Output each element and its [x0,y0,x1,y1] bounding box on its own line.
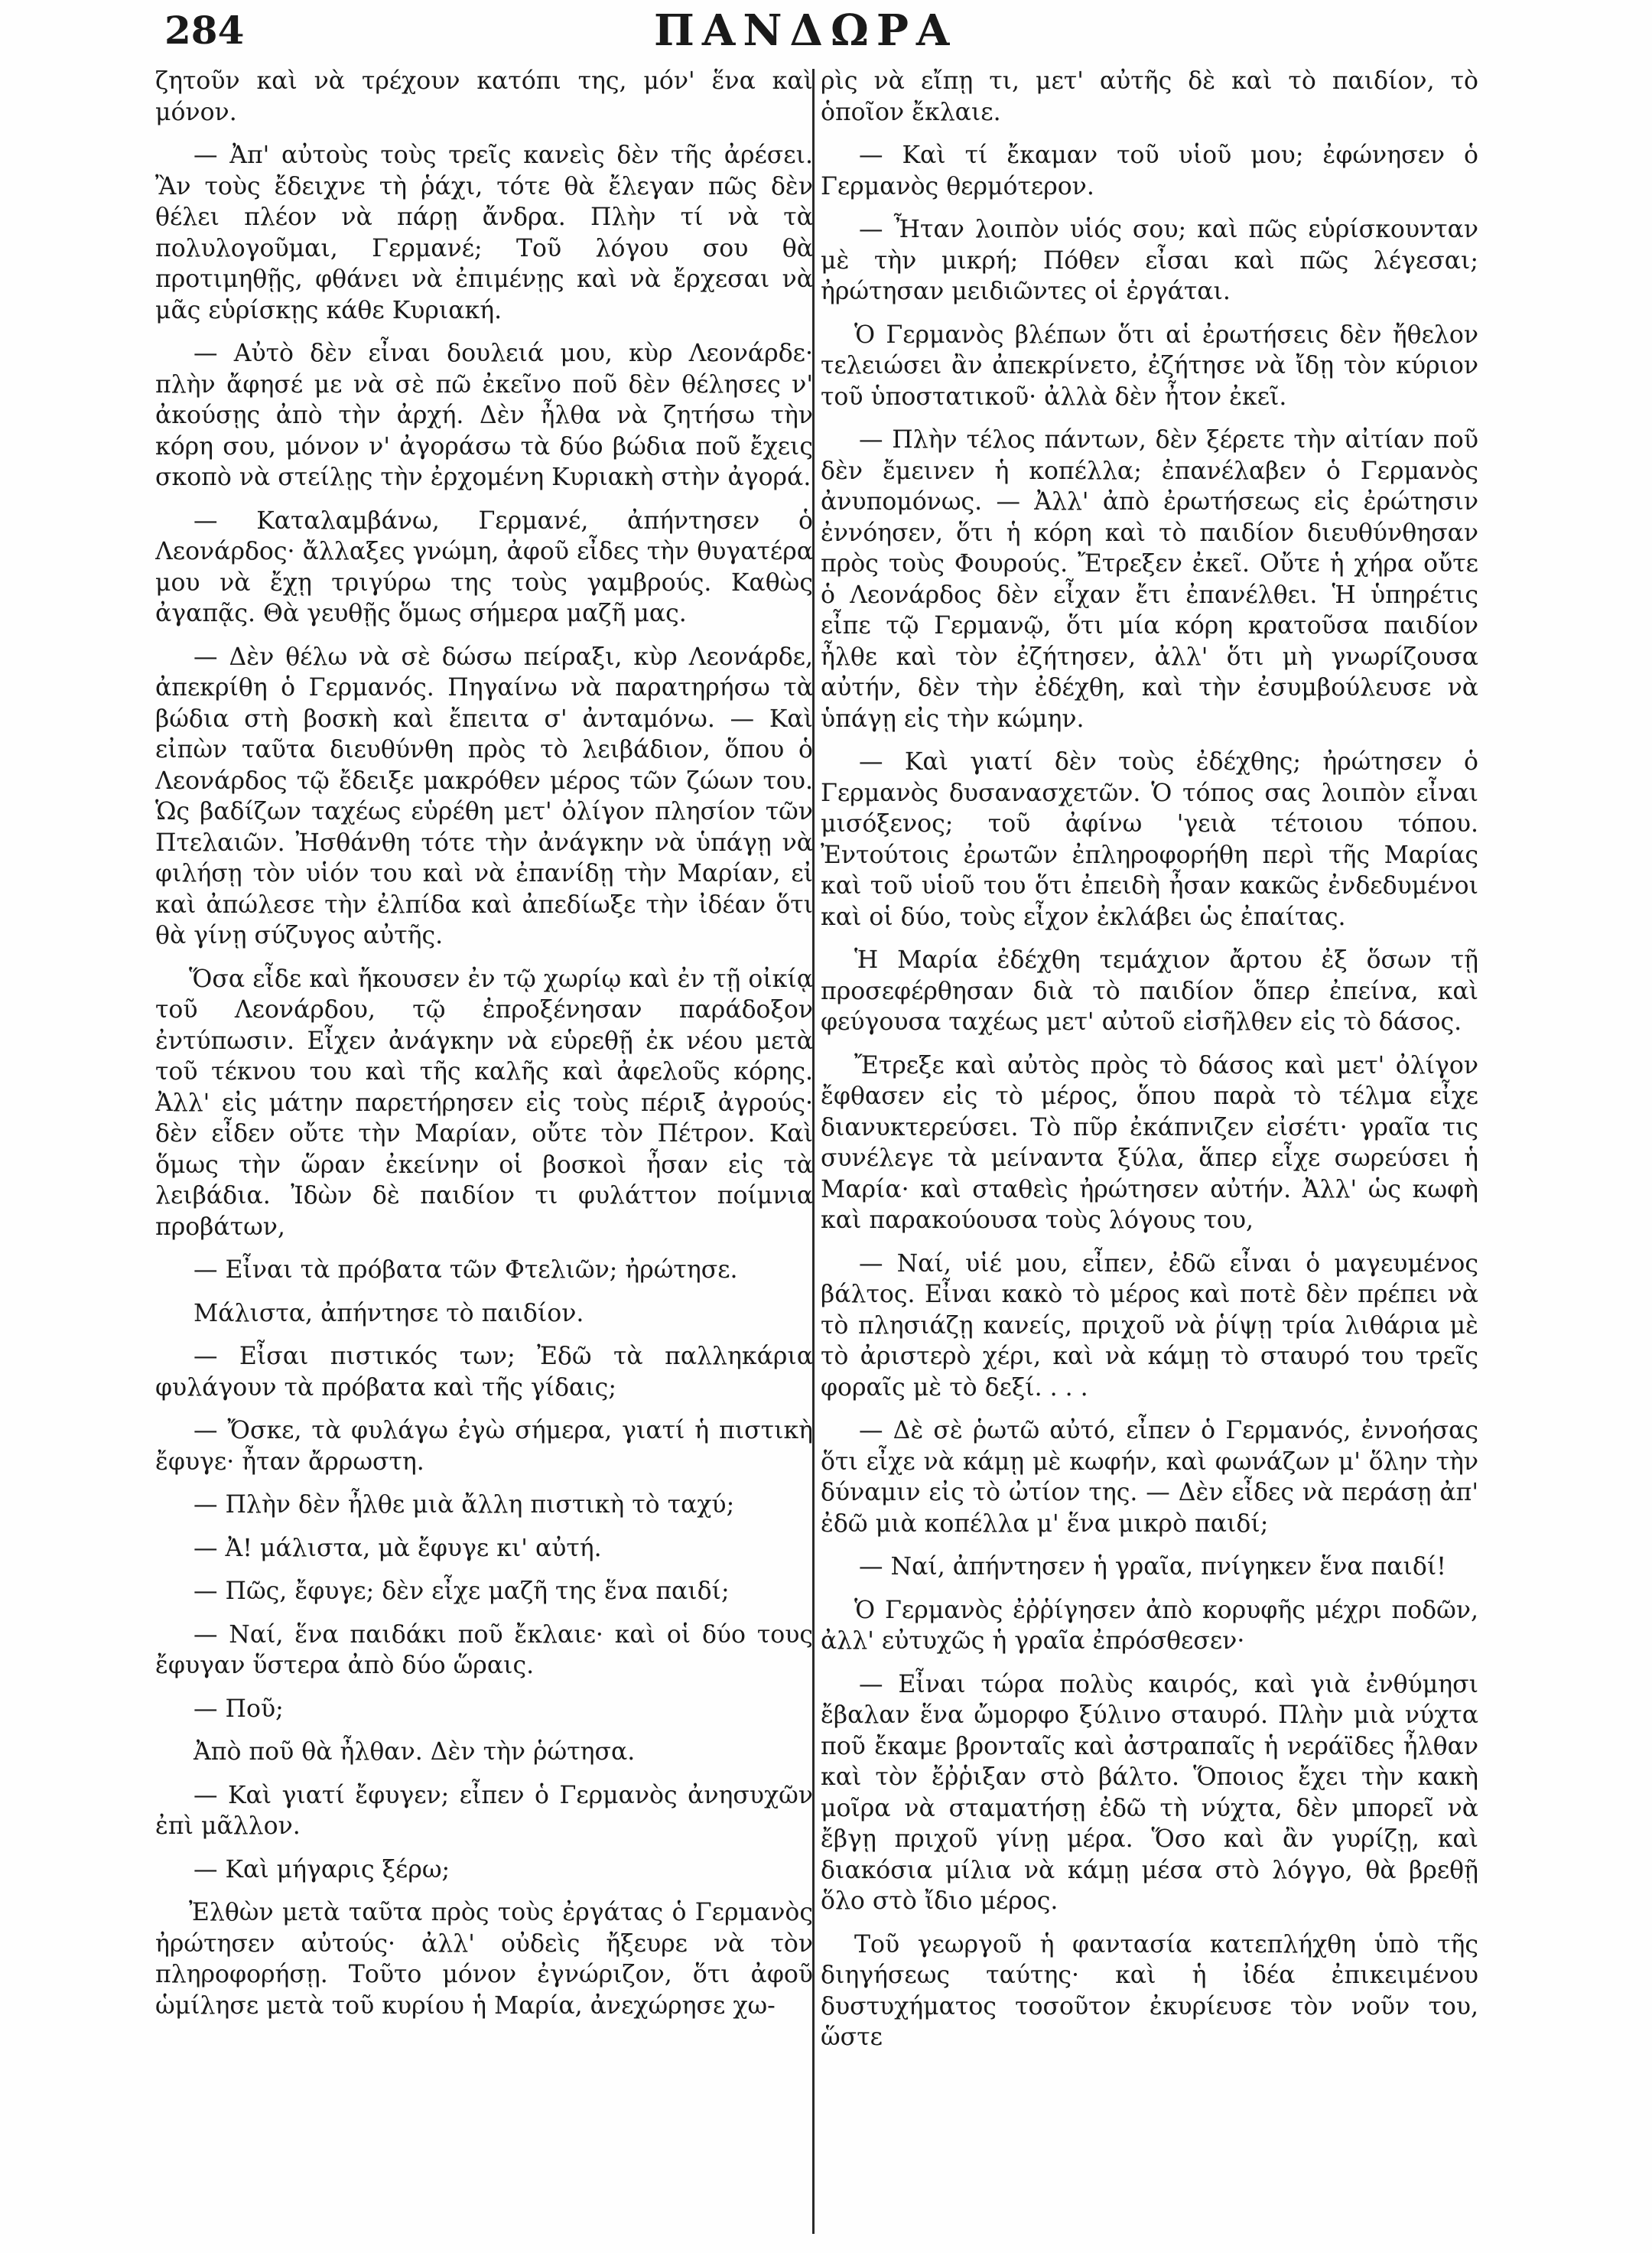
paragraph: — Ναί, ἕνα παιδάκι ποῦ ἔκλαιε· καὶ οἱ δύο τους ἔφυγαν ὕστερα ἀπὸ δύο ὥραις. [155,1620,813,1679]
paragraph: — Καταλαμβάνω, Γερμανέ, ἀπήντησεν ὁ Λεονάρδος· ἄλλαξες γνώμη, ἀφοῦ εἶδες τὴν θυγατέρα μου νὰ ἔχῃ τριγύρω της τοὺς γαμβρούς. Καθὼς ἀγαπᾷς. Θὰ γευθῇς ὅμως σήμερα μαζῆ μας. [155,506,813,627]
paragraph: Ὁ Γερμανὸς βλέπων ὅτι αἱ ἐρωτήσεις δὲν ἤθελον τελειώσει ἂν ἀπεκρίνετο, ἐζήτησε νὰ ἴδῃ τὸν κύριον τοῦ ὑποστατικοῦ· ἀλλὰ δὲν ἦτον ἐκεῖ. [821,321,1478,411]
paragraph: — Πλὴν δὲν ἦλθε μιὰ ἄλλη πιστικὴ τὸ ταχύ; [193,1491,735,1519]
paragraph: — Δὲν θέλω νὰ σὲ δώσω πείραξι, κὺρ Λεονάρδε, ἀπεκρίθη ὁ Γερμανός. Πηγαίνω νὰ παρατηρήσω τὰ βώδια στὴ βοσκὴ καὶ ἔπειτα σ' ἀνταμόνω. — Καὶ εἰπὼν ταῦτα διευθύνθη πρὸς τὸ λειβάδιον, ὅπου ὁ Λεονάρδος τῷ ἔδειξε μακρόθεν μέρος τῶν ζώων του. Ὡς βαδίζων ταχέως εὑρέθη μετ' ὀλίγον πλησίον τῶν Πτελαιῶν. Ἠσθάνθη τότε τὴν ἀνάγκην νὰ ὑπάγῃ νὰ φιλήσῃ τὸν υἱόν του καὶ νὰ ἐπανίδῃ τὴν Μαρίαν, εἰ καὶ ἀπώλεσε τὴν ἐλπίδα καὶ ἀπεδίωξε τὴν ἰδέαν ὅτι θὰ γίνῃ σύζυγος αὐτῆς. [155,643,813,949]
left-column [155,66,813,2238]
paragraph: — Καὶ γιατί ἔφυγεν; εἶπεν ὁ Γερμανὸς ἀνησυχῶν ἐπὶ μᾶλλον. [155,1781,813,1840]
paragraph: — Ἦταν λοιπὸν υἱός σου; καὶ πῶς εὑρίσκουνταν μὲ τὴν μικρή; Πόθεν εἶσαι καὶ πῶς λέγεσαι; ἠρώτησαν μειδιῶντες οἱ ἐργάται. [821,216,1478,305]
paragraph: — Ναί, ἀπήντησεν ἡ γραῖα, πνίγηκεν ἕνα παιδί! [859,1553,1446,1581]
paragraph: — Δὲ σὲ ῥωτῶ αὐτό, εἶπεν ὁ Γερμανός, ἐννοήσας ὅτι εἶχε νὰ κάμῃ μὲ κωφήν, καὶ φωνάζων μ' ὅλην τὴν δύναμιν εἰς τὸ ὠτίον της. — Δὲν εἶδες νὰ περάσῃ ἀπ' ἐδῶ μιὰ κοπέλλα μ' ἕνα μικρὸ παιδί; [821,1417,1478,1538]
running-title: ΠΑΝΔΩΡΑ [654,5,958,56]
paragraph: Ἀπὸ ποῦ θὰ ἦλθαν. Δὲν τὴν ῥώτησα. [193,1738,636,1766]
paragraph: ζητοῦν καὶ νὰ τρέχουν κατόπι της, μόν' ἕνα καὶ μόνον. [155,67,813,126]
right-column [821,66,1478,2238]
paragraph: — Ὄσκε, τὰ φυλάγω ἐγὼ σήμερα, γιατί ἡ πιστικὴ ἔφυγε· ἦταν ἄρρωστη. [155,1417,813,1476]
paragraph: — Ποῦ; [193,1695,284,1723]
paragraph: — Εἶναι τώρα πολὺς καιρός, καὶ γιὰ ἐνθύμησι ἔβαλαν ἕνα ὤμορφο ξύλινο σταυρό. Πλὴν μιὰ νύχτα ποῦ ἔκαμε βρονταῖς καὶ ἀστραπαῖς ἡ νεράϊδες ἦλθαν καὶ τὸν ἔῤῥιξαν στὸ βάλτο. Ὅποιος ἔχει τὴν κακὴ μοῖρα νὰ σταματήσῃ ἐδῶ τὴ νύχτα, δὲν μπορεῖ νὰ ἔβγῃ πριχοῦ γίνῃ μέρα. Ὅσο καὶ ἂν γυρίζῃ, καὶ διακόσια μίλια νὰ κάμῃ μέσα στὸ λόγγο, θὰ βρεθῇ ὅλο στὸ ἴδιο μέρος. [821,1670,1478,1915]
paragraph: Τοῦ γεωργοῦ ἡ φαντασία κατεπλήχθη ὑπὸ τῆς διηγήσεως ταύτης· καὶ ἡ ἰδέα ἐπικειμένου δυστυχήματος τοσοῦτον ἐκυρίευσε τὸν νοῦν του, ὥστε [821,1930,1478,2051]
paragraph: — Ἀ! μάλιστα, μὰ ἔφυγε κι' αὐτή. [193,1534,602,1562]
paragraph: — Πλὴν τέλος πάντων, δὲν ξέρετε τὴν αἰτίαν ποῦ δὲν ἔμεινεν ἡ κοπέλλα; ἐπανέλαβεν ὁ Γερμανὸς ἀνυπομόνως. — Ἀλλ' ἀπὸ ἐρωτήσεως εἰς ἐρώτησιν ἐννόησεν, ὅτι ἡ κόρη καὶ τὸ παιδίον διευθύνθησαν πρὸς τοὺς Φουρούς. Ἔτρεξεν ἐκεῖ. Οὔτε ἡ χήρα οὔτε ὁ Λεονάρδος δὲν εἶχαν ἔτι ἐπανέλθει. Ἡ ὑπηρέτις εἶπε τῷ Γερμανῷ, ὅτι μία κόρη κρατοῦσα παιδίον ἦλθε καὶ τὸν ἐζήτησεν, ἀλλ' ὅτι μὴ γνωρίζουσα αὐτήν, δὲν τὴν ἐδέχθη, καὶ τὴν ἐσυμβούλευσε νὰ ὑπάγῃ εἰς τὴν κώμην. [821,426,1478,733]
paragraph: Μάλιστα, ἀπήντησε τὸ παιδίον. [193,1299,584,1327]
paragraph: Ὅσα εἶδε καὶ ἤκουσεν ἐν τῷ χωρίῳ καὶ ἐν τῇ οἰκίᾳ τοῦ Λεονάρδου, τῷ ἐπροξένησαν παράδοξον ἐντύπωσιν. Εἶχεν ἀνάγκην νὰ εὑρεθῇ ἐκ νέου μετὰ τοῦ τέκνου του καὶ τῆς καλῆς καὶ ἀφελοῦς κόρης. Ἀλλ' εἰς μάτην παρετήρησεν εἰς τοὺς πέριξ ἀγρούς· δὲν εἶδεν οὔτε τὴν Μαρίαν, οὔτε τὸν Πέτρον. Καὶ ὅμως τὴν ὥραν ἐκείνην οἱ βοσκοὶ ἦσαν εἰς τὰ λειβάδια. Ἰδὼν δὲ παιδίον τι φυλάττον ποίμνια προβάτων, [155,965,813,1241]
paragraph: — Πῶς, ἔφυγε; δὲν εἶχε μαζῆ της ἕνα παιδί; [193,1577,730,1605]
paragraph: Ἐλθὼν μετὰ ταῦτα πρὸς τοὺς ἐργάτας ὁ Γερμανὸς ἠρώτησεν αὐτούς· ἀλλ' οὐδεὶς ἤξευρε νὰ τὸν πληροφορήσῃ. Τοῦτο μόνον ἐγνώριζον, ὅτι ἀφοῦ ὡμίλησε μετὰ τοῦ κυρίου ἡ Μαρία, ἀνεχώρησε χω- [155,1899,813,2020]
paragraph: Ὁ Γερμανὸς ἐῤῥίγησεν ἀπὸ κορυφῆς μέχρι ποδῶν, ἀλλ' εὐτυχῶς ἡ γραῖα ἐπρόσθεσεν· [821,1596,1478,1655]
page-number: 284 [164,8,245,53]
paragraph: ρὶς νὰ εἴπῃ τι, μετ' αὐτῆς δὲ καὶ τὸ παιδίον, τὸ ὁποῖον ἔκλαιε. [821,67,1478,126]
paragraph: Ἔτρεξε καὶ αὐτὸς πρὸς τὸ δάσος καὶ μετ' ὀλίγον ἔφθασεν εἰς τὸ μέρος, ὅπου παρὰ τὸ τέλμα εἶχε διανυκτερεύσει. Τὸ πῦρ ἐκάπνιζεν εἰσέτι· γραῖα τις συνέλεγε τὰ μείναντα ξύλα, ἅπερ εἶχε σωρεύσει ἡ Μαρία· καὶ σταθεὶς ἠρώτησεν αὐτήν. Ἀλλ' ὡς κωφὴ καὶ παρακούουσα τοὺς λόγους του, [821,1051,1478,1234]
paragraph: — Ναί, υἱέ μου, εἶπεν, ἐδῶ εἶναι ὁ μαγευμένος βάλτος. Εἶναι κακὸ τὸ μέρος καὶ ποτὲ δὲν πρέπει νὰ τὸ πλησιάζῃ κανείς, πριχοῦ νὰ ῥίψῃ τρία λιθάρια μὲ τὸ ἀριστερὸ χέρι, καὶ νὰ κάμῃ τὸ σταυρό του τρεῖς φοραῖς μὲ τὸ δεξί. . . . [821,1249,1478,1402]
paragraph: — Καὶ γιατί δὲν τοὺς ἐδέχθης; ἠρώτησεν ὁ Γερμανὸς δυσανασχετῶν. Ὁ τόπος σας λοιπὸν εἶναι μισόξενος; τοῦ ἀφίνω 'γειὰ τέτοιου τόπου. Ἐντούτοις ἐρωτῶν ἐπληροφορήθη περὶ τῆς Μαρίας καὶ τοῦ υἱοῦ του ὅτι ἐπειδὴ ἦσαν κακῶς ἐνδεδυμένοι καὶ οἱ δύο, τοὺς εἶχον ἐκλάβει ὡς ἐπαίτας. [821,748,1478,931]
page-header [164,3,1465,72]
paragraph: — Καὶ τί ἔκαμαν τοῦ υἱοῦ μου; ἐφώνησεν ὁ Γερμανὸς θερμότερον. [821,142,1478,200]
paragraph: — Εἶσαι πιστικός των; Ἐδῶ τὰ παλληκάρια φυλάγουν τὰ πρόβατα καὶ τῆς γίδαις; [155,1343,813,1402]
paragraph: — Ἀπ' αὐτοὺς τοὺς τρεῖς κανεὶς δὲν τῆς ἀρέσει. Ἂν τοὺς ἔδειχνε τὴ ῥάχι, τότε θὰ ἔλεγαν πῶς δὲν θέλει πλέον νὰ πάρῃ ἄνδρα. Πλὴν τί νὰ τὰ πολυλογοῦμαι, Γερμανέ; Τοῦ λόγου σου θὰ προτιμηθῇς, φθάνει νὰ ἐπιμένῃς καὶ νὰ ἔρχεσαι νὰ μᾶς εὑρίσκῃς κάθε Κυριακή. [155,142,813,324]
paragraph: — Εἶναι τὰ πρόβατα τῶν Φτελιῶν; ἠρώτησε. [193,1256,738,1284]
paragraph: — Αὐτὸ δὲν εἶναι δουλειά μου, κὺρ Λεονάρδε· πλὴν ἄφησέ με νὰ σὲ πῶ ἐκεῖνο ποῦ δὲν θέλησες ν' ἀκούσῃς ἀπὸ τὴν ἀρχή. Δὲν ἦλθα νὰ ζητήσω τὴν κόρη σου, μόνον ν' ἀγοράσω τὰ δύο βώδια ποῦ ἔχεις σκοπὸ νὰ στείλῃς τὴν ἐρχομένη Κυριακὴ στὴν ἀγορά. [155,340,813,491]
paragraph: — Καὶ μήγαρις ξέρω; [193,1855,450,1883]
paragraph: Ἡ Μαρία ἐδέχθη τεμάχιον ἄρτου ἐξ ὅσων τῇ προσεφέρθησαν διὰ τὸ παιδίον ὅπερ ἐπείνα, καὶ φεύγουσα ταχέως μετ' αὐτοῦ εἰσῆλθεν εἰς τὸ δάσος. [821,946,1478,1036]
